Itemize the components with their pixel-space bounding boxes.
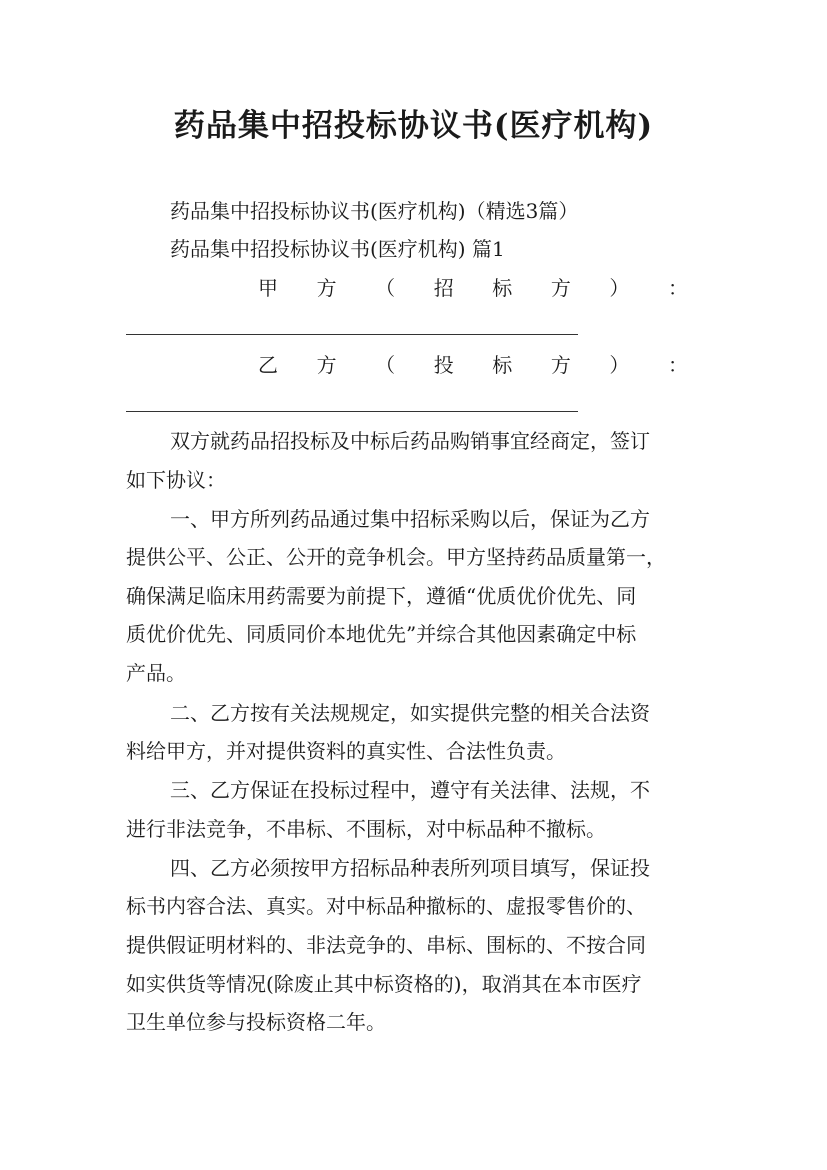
- body-line: 一、甲方所列药品通过集中招标采购以后，保证为乙方: [170, 507, 650, 531]
- party-a-char: 招: [433, 276, 454, 300]
- party-b-char: ）: [609, 353, 630, 377]
- party-b-char: 方: [316, 353, 337, 377]
- party-b-char: 方: [550, 353, 571, 377]
- party-a-line: [258, 270, 688, 307]
- body-line: 提供假证明材料的、非法竞争的、串标、围标的、不按合同: [126, 933, 646, 957]
- body-line: 四、乙方必须按甲方招标品种表所列项目填写，保证投: [170, 856, 650, 880]
- party-b-blank-line: [126, 411, 578, 412]
- party-a-char: （: [375, 276, 396, 300]
- body-line: 质优价优先、同质同价本地优先”并综合其他因素确定中标: [126, 622, 637, 646]
- body-line: 二、乙方按有关法规规定，如实提供完整的相关合法资: [170, 701, 650, 725]
- body-line: 如实供货等情况(除废止其中标资格的)，取消其在本市医疗: [126, 972, 642, 996]
- section-heading: 药品集中招投标协议书(医疗机构) 篇1: [170, 237, 505, 261]
- body-line: 三、乙方保证在投标过程中，遵守有关法律、法规，不: [170, 778, 650, 802]
- body-line: 产品。: [126, 661, 186, 685]
- body-line: 双方就药品招投标及中标后药品购销事宜经商定，签订: [170, 429, 650, 453]
- party-b-char: 标: [492, 353, 513, 377]
- party-b-line: [258, 347, 688, 384]
- party-a-char: 方: [550, 276, 571, 300]
- body-line: 料给甲方，并对提供资料的真实性、合法性负责。: [126, 739, 566, 763]
- party-a-blank-line: [126, 334, 578, 335]
- document-title: 药品集中招投标协议书(医疗机构): [173, 108, 654, 144]
- body-line: 如下协议：: [126, 468, 226, 492]
- party-b-char: （: [375, 353, 396, 377]
- party-b-char: 乙: [258, 353, 278, 377]
- party-b-char: 投: [433, 353, 454, 377]
- party-a-char: 甲: [258, 276, 278, 300]
- body-line: 标书内容合法、真实。对中标品种撤标的、虚报零售价的、: [126, 894, 646, 918]
- document-subtitle: 药品集中招投标协议书(医疗机构)（精选3篇）: [170, 199, 579, 223]
- party-a-char: ：: [667, 276, 688, 300]
- body-line: 确保满足临床用药需要为前提下，遵循“优质优价优先、同: [126, 584, 637, 608]
- party-a-char: 标: [492, 276, 513, 300]
- party-b-char: ：: [667, 353, 688, 377]
- body-line: 进行非法竞争，不串标、不围标，对中标品种不撤标。: [126, 817, 606, 841]
- party-a-char: 方: [316, 276, 337, 300]
- party-a-char: ）: [609, 276, 630, 300]
- body-line: 提供公平、公正、公开的竞争机会。甲方坚持药品质量第一，: [126, 545, 666, 569]
- body-line: 卫生单位参与投标资格二年。: [126, 1010, 386, 1034]
